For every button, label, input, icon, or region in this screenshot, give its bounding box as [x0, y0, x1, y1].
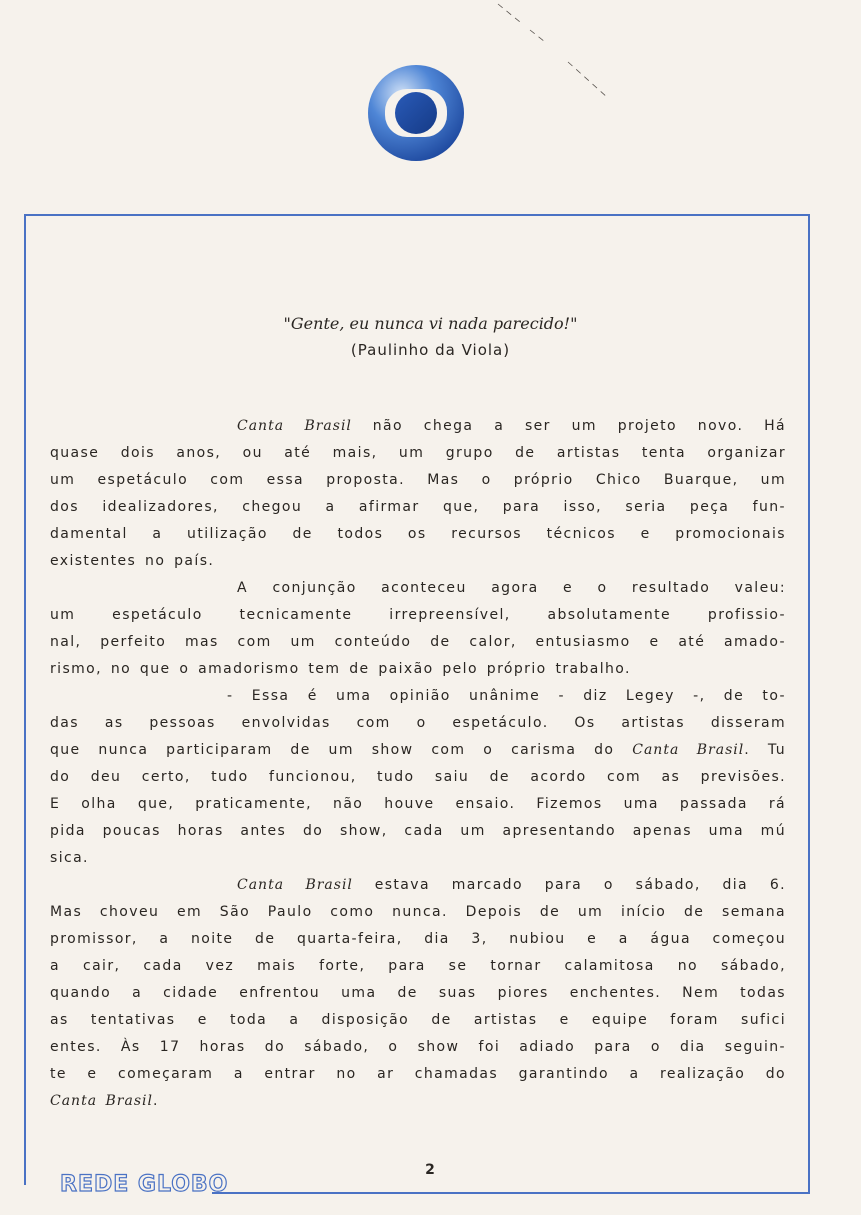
- text-line: [50, 872, 786, 899]
- epigraph: [0, 310, 861, 364]
- text-line: [50, 1007, 786, 1034]
- text-line: [50, 899, 786, 926]
- text-line: [50, 629, 786, 656]
- footer-logo: REDE GLOBO: [60, 1172, 229, 1197]
- text-segment: rismo, no que o amadorismo tem de paixão pelo próprio trabalho.: [50, 661, 631, 677]
- epigraph-author: (Paulinho da Viola): [350, 341, 511, 359]
- text-line: [50, 575, 786, 602]
- text-line: [50, 494, 786, 521]
- text-line: [50, 1061, 786, 1088]
- text-line: [50, 791, 786, 818]
- text-line: [50, 764, 786, 791]
- text-segment: promissor, a noite de quarta-feira, dia 3, nubiou e a água começou: [50, 931, 786, 947]
- text-segment: .: [152, 1093, 159, 1109]
- text-line: [50, 1034, 786, 1061]
- text-segment: entes. Às 17 horas do sábado, o show foi adiado para o dia seguin-: [50, 1039, 786, 1055]
- show-title-italic: Canta Brasil: [50, 1093, 153, 1109]
- text-line: [50, 440, 786, 467]
- text-segment: nal, perfeito mas com um conteúdo de calor, entusiasmo e até amado-: [50, 634, 786, 650]
- page-number: 2: [425, 1162, 435, 1178]
- text-segment: um espetáculo tecnicamente irrepreensível, absolutamente profissio-: [50, 607, 786, 623]
- text-line: [50, 1088, 786, 1115]
- text-segment: das as pessoas envolvidas com o espetáculo. Os artistas disseram: [50, 715, 786, 731]
- text-segment: Mas choveu em São Paulo como nunca. Depois de um início de semana: [50, 904, 786, 920]
- text-line: [50, 980, 786, 1007]
- text-segment: A conjunção aconteceu agora e o resultado valeu:: [237, 580, 786, 596]
- text-segment: . Tu: [744, 742, 787, 758]
- text-segment: que nunca participaram de um show com o carisma do: [50, 742, 633, 758]
- text-segment: sica.: [50, 850, 89, 866]
- text-segment: do deu certo, tudo funcionou, tudo saiu de acordo com as previsões.: [50, 769, 786, 785]
- text-segment: pida poucas horas antes do show, cada um apresentando apenas uma mú: [50, 823, 786, 839]
- text-line: [50, 656, 786, 683]
- text-line: [50, 467, 786, 494]
- text-segment: a cair, cada vez mais forte, para se tornar calamitosa no sábado,: [50, 958, 786, 974]
- text-segment: as tentativas e toda a disposição de artistas e equipe foram sufici: [50, 1012, 786, 1028]
- article-body: [50, 413, 786, 1115]
- text-line: [50, 818, 786, 845]
- text-line: [50, 845, 786, 872]
- text-line: [50, 710, 786, 737]
- text-segment: E olha que, praticamente, não houve ensaio. Fizemos uma passada rá: [50, 796, 786, 812]
- text-line: [50, 953, 786, 980]
- text-line: [50, 521, 786, 548]
- pen-marks: [490, 0, 620, 110]
- text-segment: te e começaram a entrar no ar chamadas garantindo a realização do: [50, 1066, 786, 1082]
- text-segment: dos idealizadores, chegou a afirmar que, para isso, seria peça fun-: [50, 499, 786, 515]
- text-line: [50, 926, 786, 953]
- text-segment: damental a utilização de todos os recursos técnicos e promocionais: [50, 526, 786, 542]
- text-line: [50, 683, 786, 710]
- text-line: [50, 413, 786, 440]
- globo-icon: [367, 64, 465, 162]
- show-title-italic: Canta Brasil: [237, 877, 353, 893]
- text-segment: um espetáculo com essa proposta. Mas o próprio Chico Buarque, um: [50, 472, 786, 488]
- text-segment: estava marcado para o sábado, dia 6.: [352, 877, 786, 893]
- text-segment: quando a cidade enfrentou uma de suas piores enchentes. Nem todas: [50, 985, 786, 1001]
- text-segment: não chega a ser um projeto novo. Há: [351, 418, 786, 434]
- epigraph-quote: "Gente, eu nunca vi nada parecido!": [283, 314, 578, 333]
- text-line: [50, 602, 786, 629]
- text-line: [50, 548, 786, 575]
- show-title-italic: Canta Brasil: [237, 418, 352, 434]
- show-title-italic: Canta Brasil: [632, 742, 745, 758]
- text-segment: quase dois anos, ou até mais, um grupo de artistas tenta organizar: [50, 445, 786, 461]
- text-segment: - Essa é uma opinião unânime - diz Legey -, de to-: [227, 688, 786, 704]
- text-segment: existentes no país.: [50, 553, 215, 569]
- text-line: [50, 737, 786, 764]
